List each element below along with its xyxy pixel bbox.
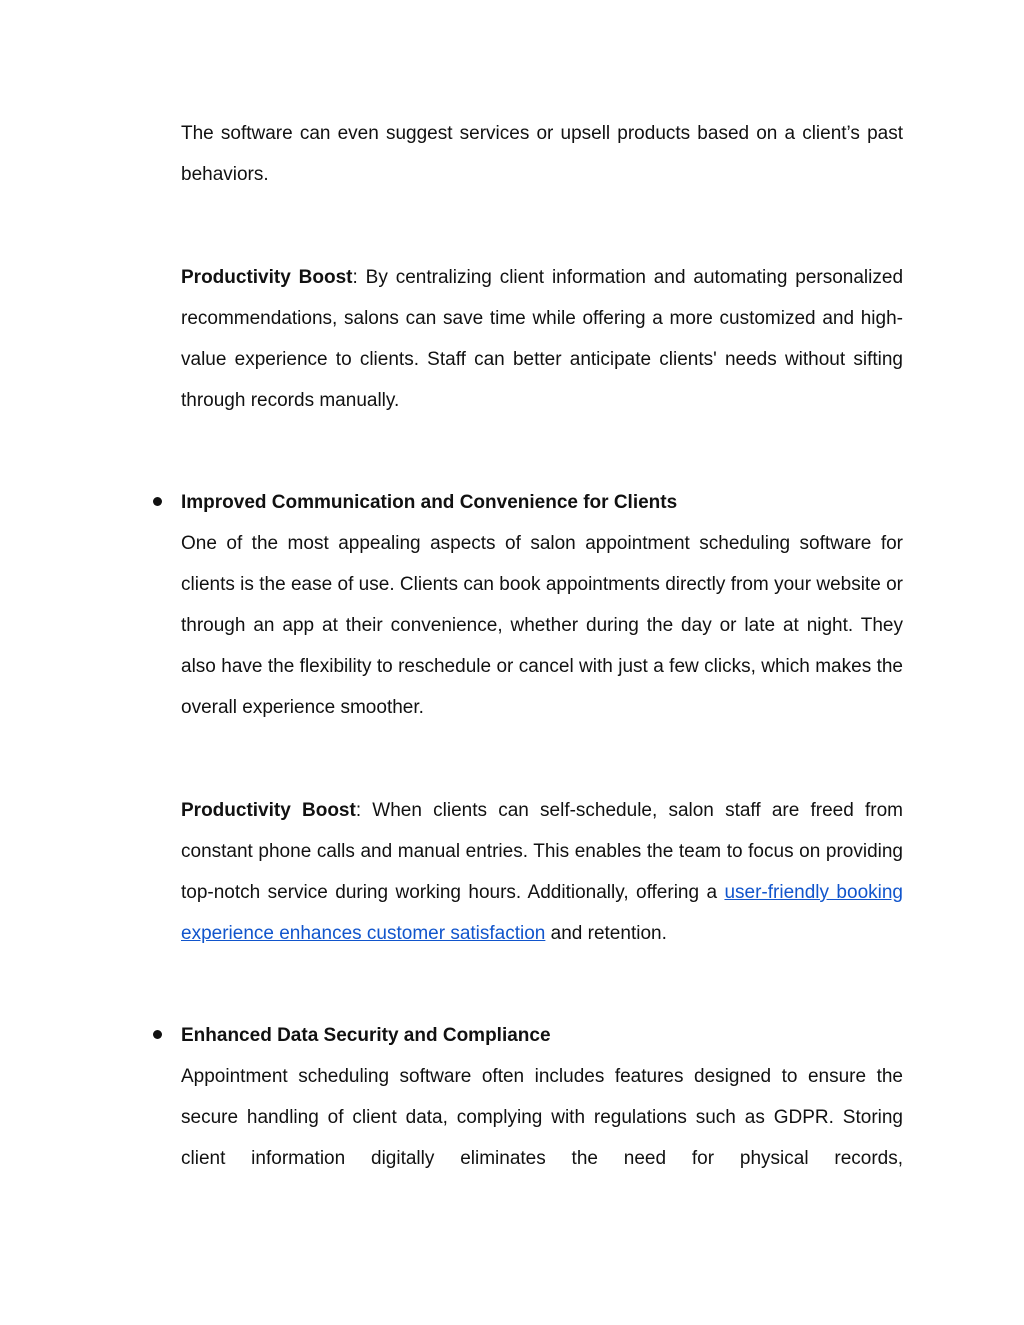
productivity-boost-paragraph-2 xyxy=(181,790,903,954)
section-heading-security: Enhanced Data Security and Compliance xyxy=(181,1025,551,1046)
bullet-dot-icon xyxy=(153,1030,162,1039)
productivity-boost-label: Productivity Boost xyxy=(181,800,356,821)
productivity-boost-text: : By centralizing client information and automating personalized recommendations, salons can save time while offering a more customized and high-value experience to clients. Staff can better anticipate clients' needs without sifting through records manually. xyxy=(181,267,904,411)
bullet-communication xyxy=(0,482,1024,523)
productivity-boost-paragraph-1 xyxy=(181,257,903,421)
productivity-boost-label: Productivity Boost xyxy=(181,267,353,288)
productivity-boost-text: : When clients can self-schedule, salon staff are freed from constant phone calls and manual entries. This enables the team to focus on providing top-notch service during working hours. Additionally, offering a xyxy=(181,800,903,903)
bullet-dot-icon xyxy=(153,497,162,506)
booking-experience-link[interactable]: user-friendly booking experience enhances customer satisfaction xyxy=(181,882,903,944)
intro-paragraph xyxy=(181,113,903,195)
intro-text: The software can even suggest services or upsell products based on a client’s past behaviors. xyxy=(181,123,903,185)
section-heading-communication: Improved Communication and Convenience for Clients xyxy=(181,492,678,513)
communication-body-text: One of the most appealing aspects of salon appointment scheduling software for clients is the ease of use. Clients can book appointments directly from your website or through an app at their convenience, whether during the day or late at night. They also have the flexibility to reschedule or cancel with just a few clicks, which makes the overall experience smoother. xyxy=(181,533,903,718)
security-body-text: Appointment scheduling software often includes features designed to ensure the secure handling of client data, complying with regulations such as GDPR. Storing client information digitally eliminates the need for physical records, xyxy=(181,1066,903,1169)
security-body xyxy=(181,1056,903,1179)
communication-body xyxy=(181,523,903,728)
bullet-security xyxy=(0,1015,1024,1056)
productivity-boost-text-after: and retention. xyxy=(545,923,667,944)
